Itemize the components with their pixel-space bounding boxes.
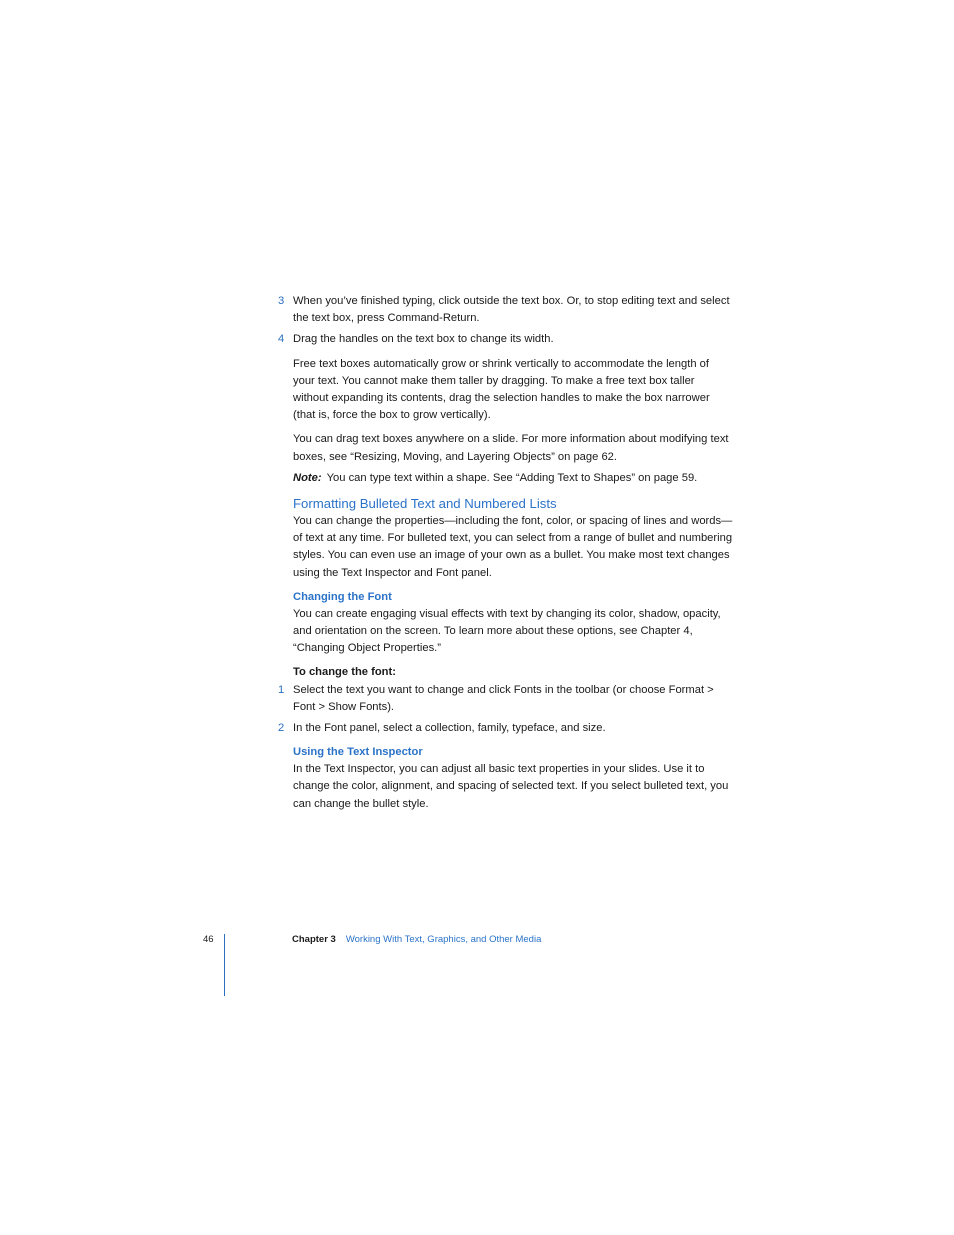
step-number: 3 <box>278 295 285 307</box>
step-number: 2 <box>278 722 285 735</box>
step-number: 4 <box>278 333 285 346</box>
note-text: You can type text within a shape. See “Adding Text to Shapes” on page 59. <box>326 471 698 484</box>
step-text: Select the text you want to change and click Fonts in the toolbar (or choose Format > Font > Show Fonts). <box>293 683 714 713</box>
chapter-label: Chapter 3 <box>292 934 336 945</box>
list-step <box>278 682 733 716</box>
body-paragraph: You can change the properties—including the font, color, or spacing of lines and words—of text at any time. For bulleted text, you can select from a range of bullet and numbering styles. You can even use an image of your own as a bullet. You make most text changes using the Text Inspector and Font panel. <box>293 515 733 579</box>
body-paragraph: Free text boxes automatically grow or shrink vertically to accommodate the length of your text. You cannot make them taller by dragging. To make a free text box taller without expanding its contents, drag the selection handles to make the box narrower (that is, force the box to grow vertically). <box>293 357 710 422</box>
subsection-heading: Changing the Font <box>293 590 392 603</box>
subsection-heading: Using the Text Inspector <box>293 746 423 759</box>
page-content <box>278 293 733 813</box>
section-heading: Formatting Bulleted Text and Numbered Lists <box>293 496 557 512</box>
list-step <box>278 293 733 327</box>
body-paragraph: You can drag text boxes anywhere on a slide. For more information about modifying text boxes, see “Resizing, Moving, and Layering Objects” on page 62. <box>293 433 729 463</box>
list-step <box>278 720 733 737</box>
footer-chapter <box>292 934 541 946</box>
body-paragraph: You can create engaging visual effects with text by changing its color, shadow, opacity, and orientation on the screen. To learn more about these options, see Chapter 4, “Changing Object Properties.” <box>293 607 721 655</box>
chapter-title: Working With Text, Graphics, and Other Media <box>345 934 542 945</box>
page-number: 46 <box>203 934 214 945</box>
task-heading: To change the font: <box>293 666 396 679</box>
step-text: Drag the handles on the text box to change its width. <box>293 333 554 346</box>
step-text: In the Font panel, select a collection, family, typeface, and size. <box>293 722 606 735</box>
step-number: 1 <box>278 683 285 696</box>
body-paragraph: In the Text Inspector, you can adjust all basic text properties in your slides. Use it to change the color, alignment, and spacing of selected text. If you select bulleted text, you can change the bullet style. <box>293 763 729 810</box>
list-step <box>278 331 733 348</box>
footer-divider <box>224 934 225 996</box>
note-paragraph <box>293 470 733 487</box>
note-label: Note: <box>293 471 322 484</box>
step-text: When you’ve finished typing, click outside the text box. Or, to stop editing text and select the text box, press Command-Return. <box>293 295 730 325</box>
